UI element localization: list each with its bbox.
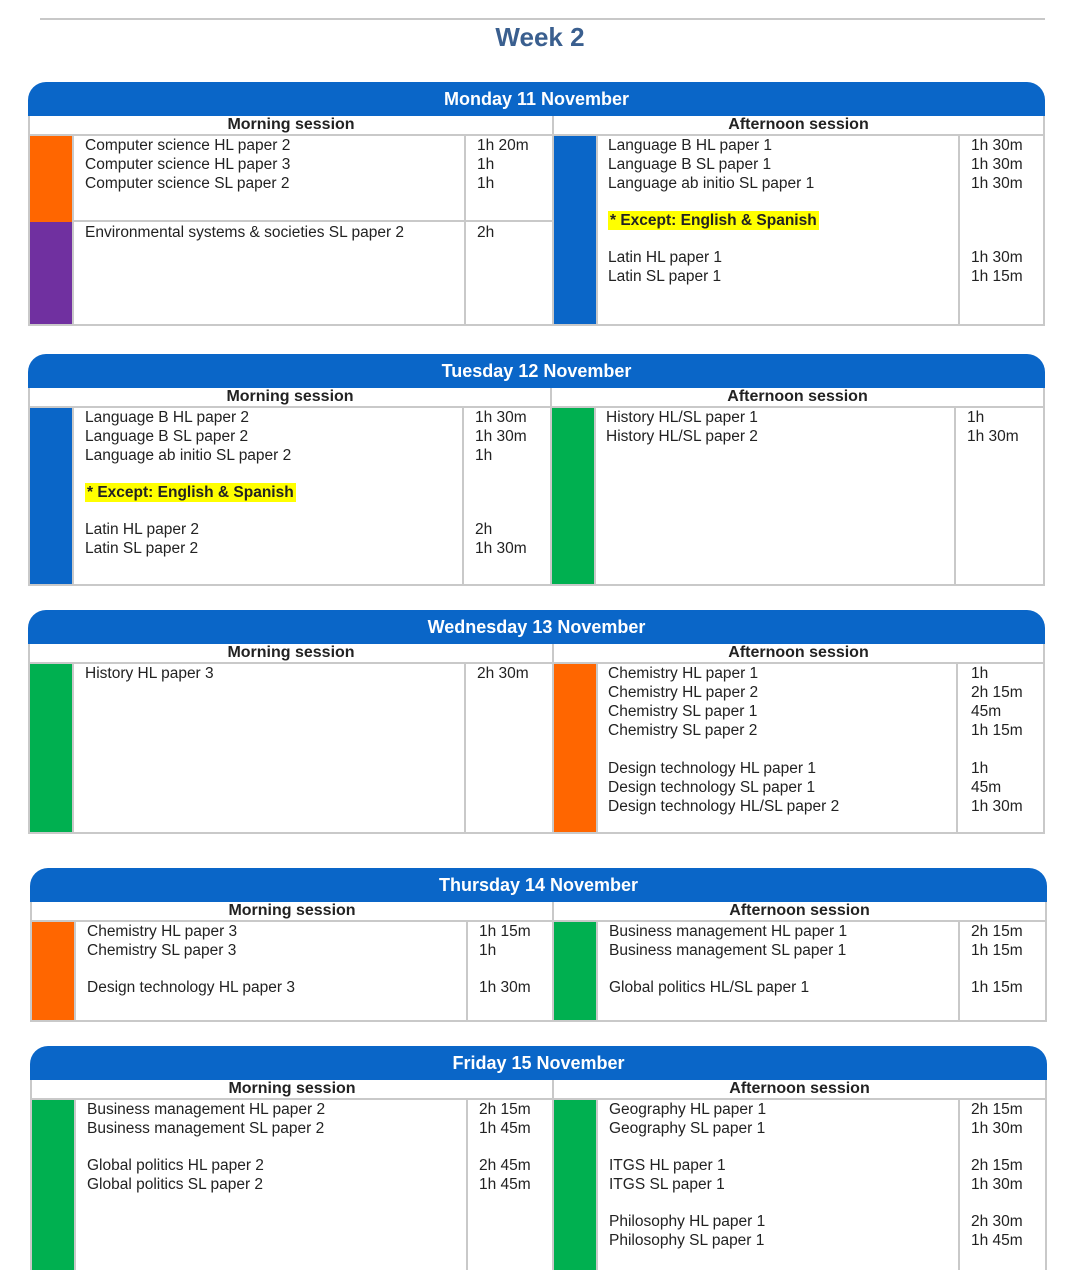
exam-name: ITGS HL paper 1 (609, 1157, 726, 1174)
subject-color-bars (32, 1100, 74, 1270)
color-bar-green (552, 408, 594, 584)
exam-duration: 1h 30m (971, 175, 1023, 192)
color-bar-orange (30, 136, 72, 222)
exam-name: Computer science HL paper 3 (85, 156, 291, 173)
color-bar-green (30, 664, 72, 832)
exam-duration: 1h 30m (971, 798, 1023, 815)
exam-name: Design technology SL paper 1 (608, 779, 816, 796)
morning-session (32, 1080, 554, 1270)
exam-name: Language ab initio SL paper 2 (85, 447, 292, 464)
exam-duration: 1h 30m (971, 249, 1023, 266)
exam-duration: 2h (477, 224, 495, 241)
color-bar-blue (554, 136, 596, 324)
exam-name: Chemistry HL paper 2 (608, 684, 759, 701)
afternoon-session (552, 388, 1043, 584)
subject-color-bars (30, 136, 72, 324)
session-label: Afternoon session (554, 116, 1043, 136)
page-title: Week 2 (495, 22, 585, 52)
exam-name: Business management HL paper 2 (87, 1101, 326, 1118)
day-header: Friday 15 November (30, 1046, 1047, 1080)
day-header: Tuesday 12 November (28, 354, 1045, 388)
exam-name: Language ab initio SL paper 1 (608, 175, 815, 192)
exam-duration: 2h 30m (477, 665, 529, 682)
session-label: Morning session (30, 388, 550, 408)
exam-name: Latin SL paper 1 (608, 268, 722, 285)
exam-name: Latin HL paper 1 (608, 249, 723, 266)
exam-name: Chemistry SL paper 1 (608, 703, 758, 720)
morning-session (30, 116, 554, 324)
exam-duration: 45m (971, 703, 1002, 720)
exam-duration: 2h 15m (971, 684, 1023, 701)
duration-group (971, 664, 1023, 816)
exam-name: Global politics HL/SL paper 1 (609, 979, 810, 996)
exam-name: Business management SL paper 2 (87, 1120, 325, 1137)
exam-name: Environmental systems & societies SL paper 2 (85, 224, 405, 241)
exam-name: Language B HL paper 2 (85, 409, 250, 426)
color-bar-orange (32, 922, 74, 1020)
exam-duration: 1h 45m (479, 1120, 531, 1137)
exam-duration: 1h 15m (479, 923, 531, 940)
exam-group (85, 136, 290, 193)
afternoon-session (554, 1080, 1045, 1270)
subject-color-bars (554, 136, 596, 324)
exam-name: Design technology HL paper 1 (608, 760, 816, 777)
exam-duration: 1h (971, 760, 989, 777)
exam-duration: 1h (477, 175, 495, 192)
day-header: Monday 11 November (28, 82, 1045, 116)
exam-duration: 1h 30m (971, 156, 1023, 173)
subject-color-bars (32, 922, 74, 1020)
duration-group (967, 408, 1019, 446)
exam-name: Business management HL paper 1 (609, 923, 848, 940)
subject-color-bars (552, 408, 594, 584)
duration-group (971, 1100, 1023, 1250)
exam-duration: 1h 30m (479, 979, 531, 996)
exam-duration: 2h (475, 521, 493, 538)
subject-column (72, 664, 464, 832)
exam-duration: 1h 30m (475, 409, 527, 426)
session-label: Afternoon session (552, 388, 1043, 408)
exam-group (606, 408, 758, 446)
exam-duration: 45m (971, 779, 1002, 796)
exam-name: Global politics SL paper 2 (87, 1176, 264, 1193)
exam-name: History HL paper 3 (85, 665, 214, 682)
top-divider (40, 18, 1045, 20)
exam-name: Design technology HL paper 3 (87, 979, 295, 996)
exam-name: Latin SL paper 2 (85, 540, 199, 557)
duration-column (464, 664, 554, 832)
exam-name: Philosophy HL paper 1 (609, 1213, 766, 1230)
exam-duration: 1h (479, 942, 497, 959)
exam-duration: 1h 15m (971, 979, 1023, 996)
exam-duration: 2h 15m (971, 923, 1023, 940)
exam-name: Latin HL paper 2 (85, 521, 200, 538)
day-header: Thursday 14 November (30, 868, 1047, 902)
session-label: Morning session (30, 116, 552, 136)
exam-duration: 2h 15m (971, 1101, 1023, 1118)
duration-group (479, 922, 531, 997)
exam-duration: 1h (971, 665, 989, 682)
subject-color-bars (30, 664, 72, 832)
exam-duration: 1h 30m (971, 137, 1023, 154)
exam-duration: 1h 30m (971, 1176, 1023, 1193)
exam-duration: 2h 45m (479, 1157, 531, 1174)
subject-color-bars (30, 408, 72, 584)
morning-session (30, 644, 554, 832)
exam-group (608, 136, 819, 286)
color-bar-green (554, 1100, 596, 1270)
afternoon-session (554, 644, 1043, 832)
exam-group (87, 922, 295, 997)
exam-duration: 2h 30m (971, 1213, 1023, 1230)
session-label: Morning session (30, 644, 552, 664)
day-header: Wednesday 13 November (28, 610, 1045, 644)
day-monday (28, 82, 1045, 326)
exam-name: Computer science HL paper 2 (85, 137, 291, 154)
session-label: Afternoon session (554, 644, 1043, 664)
exam-name: Chemistry SL paper 3 (87, 942, 237, 959)
exam-duration: 1h (967, 409, 985, 426)
session-label: Morning session (32, 902, 552, 922)
subject-color-bars (554, 1100, 596, 1270)
exam-duration: 1h 45m (971, 1232, 1023, 1249)
day-wednesday (28, 610, 1045, 834)
duration-group (477, 136, 529, 193)
exam-group (87, 1100, 325, 1194)
exam-name: Philosophy SL paper 1 (609, 1232, 765, 1249)
color-bar-orange (554, 664, 596, 832)
day-tuesday (28, 354, 1045, 586)
duration-group (477, 223, 494, 242)
exam-duration: 1h 20m (477, 137, 529, 154)
exam-group (608, 664, 839, 816)
session-label: Afternoon session (554, 902, 1045, 922)
exception-note: * Except: English & Spanish (87, 484, 294, 501)
duration-group (477, 664, 529, 683)
exam-name: Business management SL paper 1 (609, 942, 847, 959)
color-bar-green (32, 1100, 74, 1270)
exam-name: History HL/SL paper 1 (606, 409, 758, 426)
exam-group (609, 1100, 766, 1250)
exam-duration: 1h 30m (971, 1120, 1023, 1137)
duration-group (971, 136, 1023, 286)
exam-group (85, 408, 296, 558)
morning-session (30, 388, 552, 584)
exam-name: Geography HL paper 1 (609, 1101, 767, 1118)
session-label: Afternoon session (554, 1080, 1045, 1100)
day-thursday (30, 868, 1047, 1022)
exam-duration: 2h 15m (971, 1157, 1023, 1174)
session-label: Morning session (32, 1080, 552, 1100)
exam-name: Language B SL paper 2 (85, 428, 249, 445)
exam-duration: 1h 30m (475, 540, 527, 557)
exam-duration: 1h (477, 156, 495, 173)
exam-duration: 1h 15m (971, 268, 1023, 285)
exam-name: Chemistry HL paper 1 (608, 665, 759, 682)
exam-name: History HL/SL paper 2 (606, 428, 758, 445)
exam-name: ITGS SL paper 1 (609, 1176, 725, 1193)
duration-group (479, 1100, 531, 1194)
morning-session (32, 902, 554, 1020)
exam-name: Chemistry SL paper 2 (608, 722, 758, 739)
exam-group (85, 223, 404, 242)
exam-duration: 1h 15m (971, 942, 1023, 959)
exam-name: Language B HL paper 1 (608, 137, 773, 154)
exam-group (85, 664, 214, 683)
color-bar-blue (30, 408, 72, 584)
exam-name: Design technology HL/SL paper 2 (608, 798, 840, 815)
exam-name: Geography SL paper 1 (609, 1120, 766, 1137)
exam-duration: 1h 45m (479, 1176, 531, 1193)
afternoon-session (554, 116, 1043, 324)
exam-name: Chemistry HL paper 3 (87, 923, 238, 940)
day-friday (30, 1046, 1047, 1270)
exam-duration: 1h 30m (967, 428, 1019, 445)
subject-color-bars (554, 664, 596, 832)
exam-name: Language B SL paper 1 (608, 156, 772, 173)
duration-group (475, 408, 527, 558)
color-bar-green (554, 922, 596, 1020)
color-bar-purple (30, 222, 72, 324)
exam-name: Computer science SL paper 2 (85, 175, 290, 192)
exam-duration: 1h 30m (475, 428, 527, 445)
exam-group (609, 922, 847, 997)
duration-group (971, 922, 1023, 997)
exam-duration: 2h 15m (479, 1101, 531, 1118)
exam-duration: 1h 15m (971, 722, 1023, 739)
subject-color-bars (554, 922, 596, 1020)
exception-note: * Except: English & Spanish (610, 212, 817, 229)
exam-name: Global politics HL paper 2 (87, 1157, 264, 1174)
exam-duration: 1h (475, 447, 493, 464)
afternoon-session (554, 902, 1045, 1020)
